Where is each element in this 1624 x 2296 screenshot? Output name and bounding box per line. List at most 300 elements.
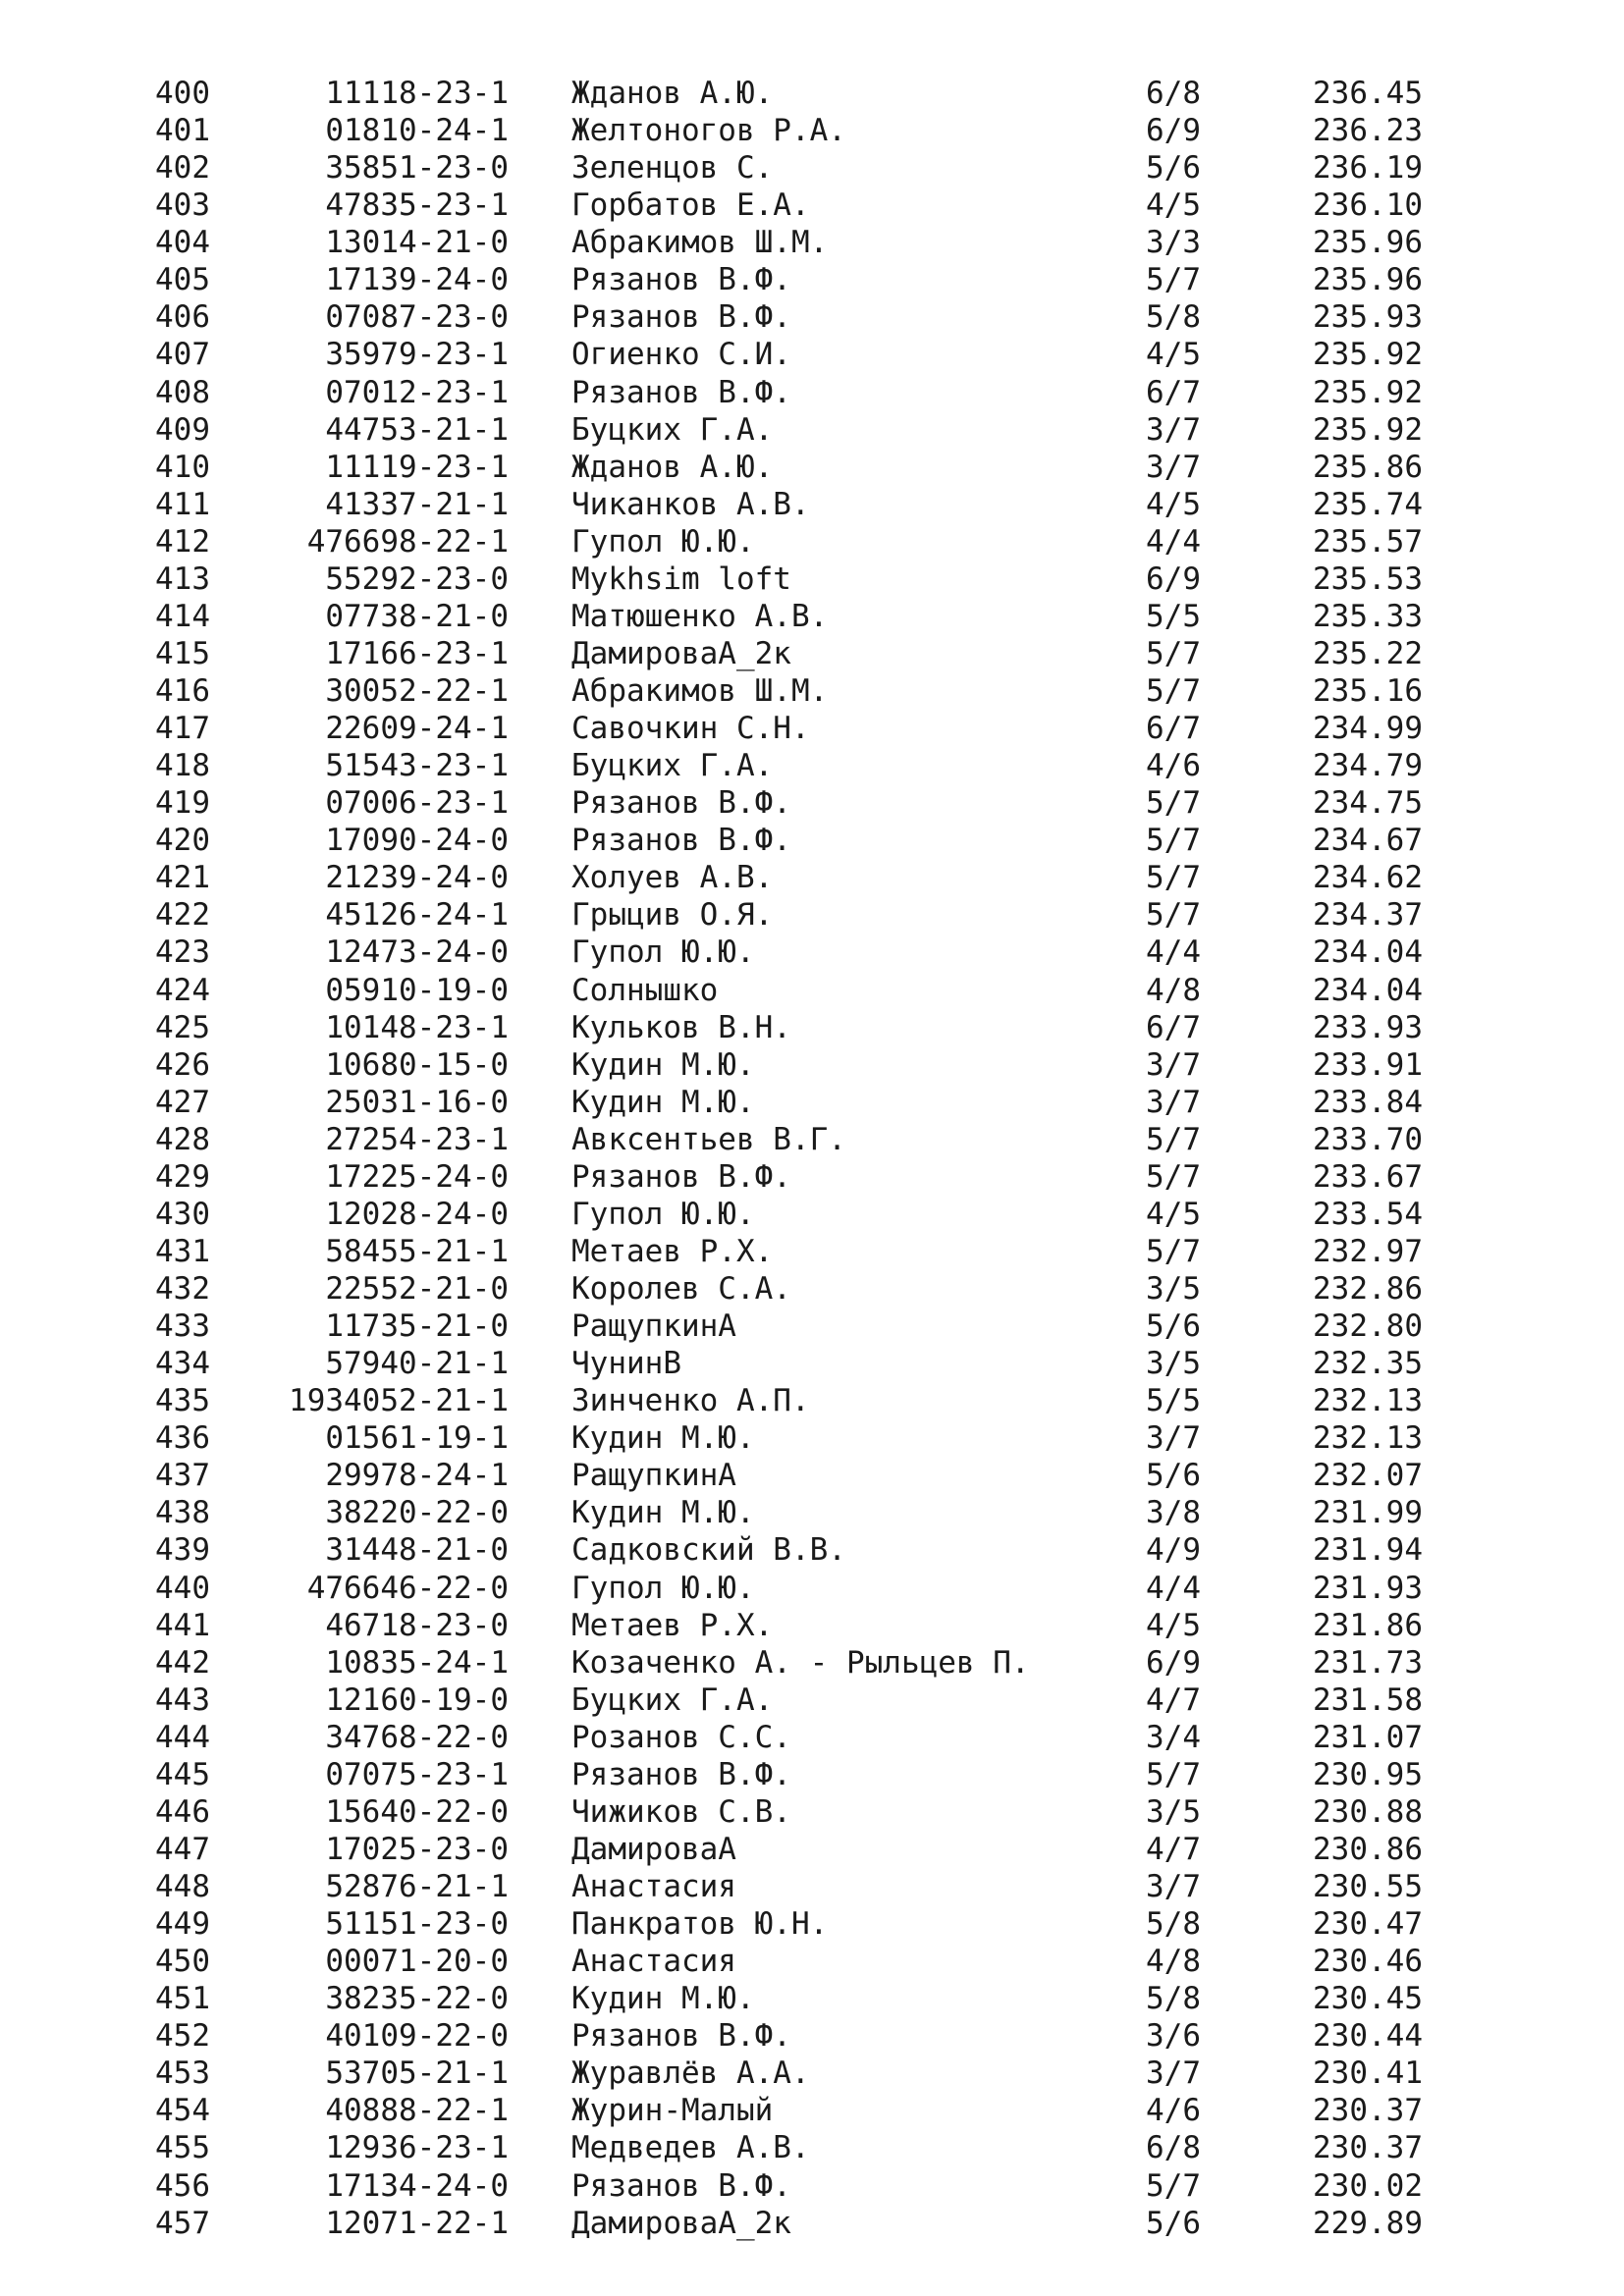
rank-cell: 429 bbox=[155, 1158, 210, 1195]
rank-cell: 442 bbox=[155, 1644, 210, 1681]
id-cell: 476646-22-0 bbox=[306, 1570, 509, 1606]
ratio-cell: 4/5 bbox=[1146, 1607, 1201, 1643]
name-cell: Жданов А.Ю. bbox=[571, 449, 774, 485]
ratio-cell: 5/7 bbox=[1146, 673, 1201, 709]
table-row bbox=[0, 1270, 1624, 1308]
id-cell: 38220-22-0 bbox=[325, 1495, 509, 1531]
name-cell: Козаченко А. - Рыльцев П. bbox=[571, 1644, 1030, 1681]
table-row bbox=[0, 2055, 1624, 2092]
table-row bbox=[0, 2017, 1624, 2055]
name-cell: Огиенко С.И. bbox=[571, 337, 791, 373]
ratio-cell: 5/6 bbox=[1146, 2205, 1201, 2241]
id-cell: 47835-23-1 bbox=[325, 187, 509, 224]
id-cell: 52876-21-1 bbox=[325, 1869, 509, 1904]
score-cell: 230.45 bbox=[1313, 1981, 1423, 2017]
name-cell: Зинченко А.П. bbox=[571, 1383, 810, 1419]
table-row bbox=[0, 449, 1624, 486]
id-cell: 44753-21-1 bbox=[325, 411, 509, 448]
ratio-cell: 4/7 bbox=[1146, 1831, 1201, 1867]
table-row bbox=[0, 112, 1624, 149]
name-cell: Матюшенко А.В. bbox=[571, 598, 829, 634]
name-cell: Рязанов В.Ф. bbox=[571, 262, 791, 298]
ratio-cell: 3/5 bbox=[1146, 1271, 1201, 1307]
id-cell: 51151-23-0 bbox=[325, 1906, 509, 1943]
ratio-cell: 4/4 bbox=[1146, 1570, 1201, 1606]
name-cell: Абракимов Ш.М. bbox=[571, 673, 829, 709]
id-cell: 1934052-21-1 bbox=[289, 1383, 509, 1419]
table-row bbox=[0, 2167, 1624, 2205]
name-cell: Рязанов В.Ф. bbox=[571, 374, 791, 410]
score-cell: 230.47 bbox=[1313, 1906, 1423, 1943]
name-cell: Розанов С.С. bbox=[571, 1719, 791, 1755]
rank-cell: 444 bbox=[155, 1719, 210, 1755]
name-cell: Рязанов В.Ф. bbox=[571, 299, 791, 336]
ratio-cell: 5/8 bbox=[1146, 1906, 1201, 1943]
table-row bbox=[0, 1793, 1624, 1831]
ratio-cell: 4/5 bbox=[1146, 1196, 1201, 1232]
id-cell: 17139-24-0 bbox=[325, 262, 509, 298]
rank-cell: 424 bbox=[155, 972, 210, 1008]
name-cell: Буцких Г.А. bbox=[571, 748, 774, 784]
score-cell: 235.22 bbox=[1313, 635, 1423, 671]
ratio-cell: 3/3 bbox=[1146, 225, 1201, 261]
name-cell: Рязанов В.Ф. bbox=[571, 1158, 791, 1195]
score-cell: 231.07 bbox=[1313, 1719, 1423, 1755]
id-cell: 07006-23-1 bbox=[325, 785, 509, 822]
name-cell: ДамироваА_2к bbox=[571, 2205, 791, 2241]
score-cell: 232.86 bbox=[1313, 1271, 1423, 1307]
rank-cell: 452 bbox=[155, 2018, 210, 2055]
score-cell: 231.73 bbox=[1313, 1644, 1423, 1681]
name-cell: Гупол Ю.Ю. bbox=[571, 934, 755, 971]
ratio-cell: 6/7 bbox=[1146, 711, 1201, 747]
table-row bbox=[0, 75, 1624, 112]
rank-cell: 423 bbox=[155, 934, 210, 971]
name-cell: РащупкинА bbox=[571, 1308, 736, 1345]
id-cell: 41337-21-1 bbox=[325, 486, 509, 522]
name-cell: Кудин М.Ю. bbox=[571, 1420, 755, 1457]
rank-cell: 412 bbox=[155, 523, 210, 560]
table-row bbox=[0, 1121, 1624, 1158]
id-cell: 12473-24-0 bbox=[325, 934, 509, 971]
id-cell: 01810-24-1 bbox=[325, 113, 509, 149]
table-row bbox=[0, 598, 1624, 635]
score-cell: 230.44 bbox=[1313, 2018, 1423, 2055]
table-row bbox=[0, 1009, 1624, 1046]
id-cell: 17225-24-0 bbox=[325, 1158, 509, 1195]
table-row bbox=[0, 374, 1624, 411]
id-cell: 07738-21-0 bbox=[325, 598, 509, 634]
score-cell: 230.02 bbox=[1313, 2167, 1423, 2204]
name-cell: Буцких Г.А. bbox=[571, 411, 774, 448]
rank-cell: 436 bbox=[155, 1420, 210, 1457]
table-row bbox=[0, 1046, 1624, 1084]
rank-cell: 449 bbox=[155, 1906, 210, 1943]
score-cell: 230.46 bbox=[1313, 1944, 1423, 1980]
id-cell: 35851-23-0 bbox=[325, 150, 509, 187]
name-cell: Гупол Ю.Ю. bbox=[571, 1196, 755, 1232]
table-row bbox=[0, 336, 1624, 373]
ratio-cell: 5/7 bbox=[1146, 1233, 1201, 1269]
table-row bbox=[0, 1719, 1624, 1756]
ratio-cell: 5/5 bbox=[1146, 598, 1201, 634]
name-cell: Mykhsim loft bbox=[571, 561, 791, 597]
table-row bbox=[0, 1158, 1624, 1196]
name-cell: Горбатов Е.А. bbox=[571, 187, 810, 224]
ratio-cell: 5/5 bbox=[1146, 1383, 1201, 1419]
score-cell: 235.33 bbox=[1313, 598, 1423, 634]
ratio-cell: 3/5 bbox=[1146, 1346, 1201, 1382]
rank-cell: 408 bbox=[155, 374, 210, 410]
table-row bbox=[0, 1494, 1624, 1531]
score-cell: 233.84 bbox=[1313, 1084, 1423, 1120]
table-row bbox=[0, 1308, 1624, 1345]
ratio-cell: 4/5 bbox=[1146, 486, 1201, 522]
ratio-cell: 3/7 bbox=[1146, 1869, 1201, 1904]
score-cell: 230.37 bbox=[1313, 2130, 1423, 2166]
table-row bbox=[0, 1233, 1624, 1270]
rank-cell: 401 bbox=[155, 113, 210, 149]
score-cell: 230.55 bbox=[1313, 1869, 1423, 1904]
ratio-cell: 3/8 bbox=[1146, 1495, 1201, 1531]
id-cell: 00071-20-0 bbox=[325, 1944, 509, 1980]
table-row bbox=[0, 1943, 1624, 1980]
rank-cell: 451 bbox=[155, 1981, 210, 2017]
id-cell: 12936-23-1 bbox=[325, 2130, 509, 2166]
score-cell: 232.07 bbox=[1313, 1458, 1423, 1494]
table-row bbox=[0, 934, 1624, 971]
score-cell: 235.96 bbox=[1313, 225, 1423, 261]
name-cell: Зеленцов С. bbox=[571, 150, 774, 187]
ratio-cell: 4/6 bbox=[1146, 2093, 1201, 2129]
id-cell: 22552-21-0 bbox=[325, 1271, 509, 1307]
score-cell: 232.97 bbox=[1313, 1233, 1423, 1269]
ratio-cell: 4/7 bbox=[1146, 1682, 1201, 1718]
rank-cell: 456 bbox=[155, 2167, 210, 2204]
name-cell: ЧунинВ bbox=[571, 1346, 681, 1382]
rank-cell: 422 bbox=[155, 897, 210, 934]
score-cell: 231.93 bbox=[1313, 1570, 1423, 1606]
id-cell: 10835-24-1 bbox=[325, 1644, 509, 1681]
id-cell: 21239-24-0 bbox=[325, 860, 509, 896]
rank-cell: 434 bbox=[155, 1346, 210, 1382]
ratio-cell: 5/7 bbox=[1146, 635, 1201, 671]
table-row bbox=[0, 261, 1624, 298]
name-cell: Рязанов В.Ф. bbox=[571, 1756, 791, 1792]
rank-cell: 446 bbox=[155, 1793, 210, 1830]
rank-cell: 400 bbox=[155, 76, 210, 111]
id-cell: 17090-24-0 bbox=[325, 823, 509, 859]
rank-cell: 421 bbox=[155, 860, 210, 896]
score-cell: 235.93 bbox=[1313, 299, 1423, 336]
id-cell: 05910-19-0 bbox=[325, 972, 509, 1008]
ratio-cell: 5/7 bbox=[1146, 262, 1201, 298]
rank-cell: 425 bbox=[155, 1009, 210, 1045]
table-row bbox=[0, 224, 1624, 261]
score-cell: 234.62 bbox=[1313, 860, 1423, 896]
id-cell: 11735-21-0 bbox=[325, 1308, 509, 1345]
table-row bbox=[0, 635, 1624, 672]
id-cell: 476698-22-1 bbox=[306, 523, 509, 560]
name-cell: Рязанов В.Ф. bbox=[571, 823, 791, 859]
rank-cell: 417 bbox=[155, 711, 210, 747]
ratio-cell: 3/6 bbox=[1146, 2018, 1201, 2055]
table-row bbox=[0, 1531, 1624, 1569]
name-cell: Абракимов Ш.М. bbox=[571, 225, 829, 261]
id-cell: 11118-23-1 bbox=[325, 76, 509, 111]
id-cell: 10148-23-1 bbox=[325, 1009, 509, 1045]
rank-cell: 433 bbox=[155, 1308, 210, 1345]
rank-cell: 407 bbox=[155, 337, 210, 373]
id-cell: 25031-16-0 bbox=[325, 1084, 509, 1120]
ratio-cell: 3/4 bbox=[1146, 1719, 1201, 1755]
name-cell: Желтоногов Р.А. bbox=[571, 113, 846, 149]
score-cell: 236.45 bbox=[1313, 76, 1423, 111]
rank-cell: 448 bbox=[155, 1869, 210, 1904]
id-cell: 07075-23-1 bbox=[325, 1756, 509, 1792]
rank-cell: 443 bbox=[155, 1682, 210, 1718]
ratio-cell: 4/5 bbox=[1146, 187, 1201, 224]
score-cell: 234.04 bbox=[1313, 934, 1423, 971]
id-cell: 40109-22-0 bbox=[325, 2018, 509, 2055]
score-cell: 234.37 bbox=[1313, 897, 1423, 934]
ratio-cell: 6/9 bbox=[1146, 561, 1201, 597]
id-cell: 51543-23-1 bbox=[325, 748, 509, 784]
name-cell: Грыцив О.Я. bbox=[571, 897, 774, 934]
table-row bbox=[0, 710, 1624, 747]
name-cell: Кудин М.Ю. bbox=[571, 1981, 755, 2017]
table-row bbox=[0, 859, 1624, 896]
ratio-cell: 5/7 bbox=[1146, 823, 1201, 859]
name-cell: Королев С.А. bbox=[571, 1271, 791, 1307]
ratio-cell: 3/7 bbox=[1146, 1420, 1201, 1457]
ratio-cell: 3/5 bbox=[1146, 1793, 1201, 1830]
rank-cell: 437 bbox=[155, 1458, 210, 1494]
ratio-cell: 5/7 bbox=[1146, 785, 1201, 822]
rank-cell: 441 bbox=[155, 1607, 210, 1643]
score-cell: 231.94 bbox=[1313, 1532, 1423, 1569]
score-cell: 230.95 bbox=[1313, 1756, 1423, 1792]
rank-cell: 403 bbox=[155, 187, 210, 224]
table-row bbox=[0, 561, 1624, 598]
rank-cell: 402 bbox=[155, 150, 210, 187]
id-cell: 17134-24-0 bbox=[325, 2167, 509, 2204]
score-cell: 236.10 bbox=[1313, 187, 1423, 224]
rank-cell: 409 bbox=[155, 411, 210, 448]
name-cell: Медведев А.В. bbox=[571, 2130, 810, 2166]
name-cell: Чиканков А.В. bbox=[571, 486, 810, 522]
table-row bbox=[0, 1607, 1624, 1644]
ratio-cell: 5/7 bbox=[1146, 1158, 1201, 1195]
ratio-cell: 3/7 bbox=[1146, 411, 1201, 448]
rank-cell: 430 bbox=[155, 1196, 210, 1232]
id-cell: 17166-23-1 bbox=[325, 635, 509, 671]
ratio-cell: 4/5 bbox=[1146, 337, 1201, 373]
id-cell: 10680-15-0 bbox=[325, 1046, 509, 1083]
rank-cell: 445 bbox=[155, 1756, 210, 1792]
table-row bbox=[0, 1345, 1624, 1382]
table-row bbox=[0, 1831, 1624, 1868]
id-cell: 17025-23-0 bbox=[325, 1831, 509, 1867]
name-cell: Садковский В.В. bbox=[571, 1532, 846, 1569]
table-row bbox=[0, 1756, 1624, 1793]
ratio-cell: 3/7 bbox=[1146, 1046, 1201, 1083]
rank-cell: 413 bbox=[155, 561, 210, 597]
score-cell: 230.86 bbox=[1313, 1831, 1423, 1867]
id-cell: 31448-21-0 bbox=[325, 1532, 509, 1569]
id-cell: 13014-21-0 bbox=[325, 225, 509, 261]
score-cell: 236.19 bbox=[1313, 150, 1423, 187]
rank-cell: 440 bbox=[155, 1570, 210, 1606]
rank-cell: 411 bbox=[155, 486, 210, 522]
id-cell: 22609-24-1 bbox=[325, 711, 509, 747]
id-cell: 29978-24-1 bbox=[325, 1458, 509, 1494]
name-cell: Метаев Р.Х. bbox=[571, 1607, 774, 1643]
name-cell: Кудин М.Ю. bbox=[571, 1046, 755, 1083]
table-row bbox=[0, 149, 1624, 187]
score-cell: 232.13 bbox=[1313, 1420, 1423, 1457]
id-cell: 12028-24-0 bbox=[325, 1196, 509, 1232]
name-cell: Анастасия bbox=[571, 1869, 736, 1904]
table-row bbox=[0, 411, 1624, 449]
name-cell: Кудин М.Ю. bbox=[571, 1495, 755, 1531]
ratio-cell: 5/7 bbox=[1146, 2167, 1201, 2204]
ratio-cell: 6/9 bbox=[1146, 1644, 1201, 1681]
score-cell: 235.57 bbox=[1313, 523, 1423, 560]
rank-cell: 427 bbox=[155, 1084, 210, 1120]
id-cell: 01561-19-1 bbox=[325, 1420, 509, 1457]
score-cell: 234.99 bbox=[1313, 711, 1423, 747]
rank-cell: 439 bbox=[155, 1532, 210, 1569]
rank-cell: 432 bbox=[155, 1271, 210, 1307]
score-cell: 235.92 bbox=[1313, 337, 1423, 373]
rank-cell: 455 bbox=[155, 2130, 210, 2166]
id-cell: 34768-22-0 bbox=[325, 1719, 509, 1755]
ratio-cell: 4/6 bbox=[1146, 748, 1201, 784]
id-cell: 40888-22-1 bbox=[325, 2093, 509, 2129]
score-cell: 235.74 bbox=[1313, 486, 1423, 522]
rank-cell: 435 bbox=[155, 1383, 210, 1419]
score-cell: 236.23 bbox=[1313, 113, 1423, 149]
rank-cell: 420 bbox=[155, 823, 210, 859]
id-cell: 38235-22-0 bbox=[325, 1981, 509, 2017]
ratio-cell: 6/7 bbox=[1146, 374, 1201, 410]
rank-cell: 410 bbox=[155, 449, 210, 485]
table-row bbox=[0, 298, 1624, 336]
ratio-cell: 4/9 bbox=[1146, 1532, 1201, 1569]
table-row bbox=[0, 486, 1624, 523]
id-cell: 53705-21-1 bbox=[325, 2056, 509, 2092]
name-cell: Кудин М.Ю. bbox=[571, 1084, 755, 1120]
name-cell: Чижиков С.В. bbox=[571, 1793, 791, 1830]
score-cell: 233.67 bbox=[1313, 1158, 1423, 1195]
table-row bbox=[0, 1084, 1624, 1121]
ratio-cell: 5/6 bbox=[1146, 1308, 1201, 1345]
rank-cell: 450 bbox=[155, 1944, 210, 1980]
ratio-cell: 5/8 bbox=[1146, 1981, 1201, 2017]
table-row bbox=[0, 1196, 1624, 1233]
name-cell: ДамироваА_2к bbox=[571, 635, 791, 671]
id-cell: 46718-23-0 bbox=[325, 1607, 509, 1643]
score-cell: 229.89 bbox=[1313, 2205, 1423, 2241]
table-row bbox=[0, 1382, 1624, 1419]
name-cell: ДамироваА bbox=[571, 1831, 736, 1867]
score-cell: 230.37 bbox=[1313, 2093, 1423, 2129]
rank-cell: 404 bbox=[155, 225, 210, 261]
score-cell: 235.86 bbox=[1313, 449, 1423, 485]
rank-cell: 447 bbox=[155, 1831, 210, 1867]
table-row bbox=[0, 2092, 1624, 2129]
table-row bbox=[0, 1419, 1624, 1457]
rank-cell: 454 bbox=[155, 2093, 210, 2129]
name-cell: Метаев Р.Х. bbox=[571, 1233, 774, 1269]
table-row bbox=[0, 1457, 1624, 1494]
id-cell: 30052-22-1 bbox=[325, 673, 509, 709]
name-cell: Кульков В.Н. bbox=[571, 1009, 791, 1045]
name-cell: Савочкин С.Н. bbox=[571, 711, 810, 747]
score-cell: 235.16 bbox=[1313, 673, 1423, 709]
ratio-cell: 4/8 bbox=[1146, 972, 1201, 1008]
name-cell: Рязанов В.Ф. bbox=[571, 2018, 791, 2055]
ratio-cell: 3/7 bbox=[1146, 449, 1201, 485]
table-row bbox=[0, 1570, 1624, 1607]
name-cell: Гупол Ю.Ю. bbox=[571, 1570, 755, 1606]
name-cell: Буцких Г.А. bbox=[571, 1682, 774, 1718]
table-row bbox=[0, 1682, 1624, 1719]
score-cell: 235.92 bbox=[1313, 411, 1423, 448]
name-cell: Авксентьев В.Г. bbox=[571, 1121, 846, 1157]
score-cell: 233.93 bbox=[1313, 1009, 1423, 1045]
name-cell: Рязанов В.Ф. bbox=[571, 785, 791, 822]
id-cell: 12160-19-0 bbox=[325, 1682, 509, 1718]
ratio-cell: 4/4 bbox=[1146, 523, 1201, 560]
name-cell: Анастасия bbox=[571, 1944, 736, 1980]
score-cell: 230.41 bbox=[1313, 2056, 1423, 2092]
score-cell: 234.75 bbox=[1313, 785, 1423, 822]
table-row bbox=[0, 523, 1624, 561]
ratio-cell: 5/7 bbox=[1146, 897, 1201, 934]
table-row bbox=[0, 1905, 1624, 1943]
ratio-cell: 6/7 bbox=[1146, 1009, 1201, 1045]
score-cell: 235.96 bbox=[1313, 262, 1423, 298]
ratio-cell: 3/7 bbox=[1146, 2056, 1201, 2092]
rank-cell: 453 bbox=[155, 2056, 210, 2092]
score-cell: 233.54 bbox=[1313, 1196, 1423, 1232]
id-cell: 07087-23-0 bbox=[325, 299, 509, 336]
id-cell: 15640-22-0 bbox=[325, 1793, 509, 1830]
id-cell: 58455-21-1 bbox=[325, 1233, 509, 1269]
ratio-cell: 4/4 bbox=[1146, 934, 1201, 971]
ratio-cell: 4/8 bbox=[1146, 1944, 1201, 1980]
ratio-cell: 3/7 bbox=[1146, 1084, 1201, 1120]
ratio-cell: 5/6 bbox=[1146, 1458, 1201, 1494]
name-cell: Журин-Малый bbox=[571, 2093, 774, 2129]
table-row bbox=[0, 2205, 1624, 2242]
name-cell: Гупол Ю.Ю. bbox=[571, 523, 755, 560]
rank-cell: 419 bbox=[155, 785, 210, 822]
table-row bbox=[0, 822, 1624, 859]
table-row bbox=[0, 187, 1624, 224]
name-cell: Журавлёв А.А. bbox=[571, 2056, 810, 2092]
score-cell: 235.53 bbox=[1313, 561, 1423, 597]
table-row bbox=[0, 1644, 1624, 1682]
name-cell: РащупкинА bbox=[571, 1458, 736, 1494]
name-cell: Панкратов Ю.Н. bbox=[571, 1906, 829, 1943]
name-cell: Солнышко bbox=[571, 972, 719, 1008]
table-row bbox=[0, 896, 1624, 934]
score-cell: 231.86 bbox=[1313, 1607, 1423, 1643]
table-row bbox=[0, 2129, 1624, 2166]
